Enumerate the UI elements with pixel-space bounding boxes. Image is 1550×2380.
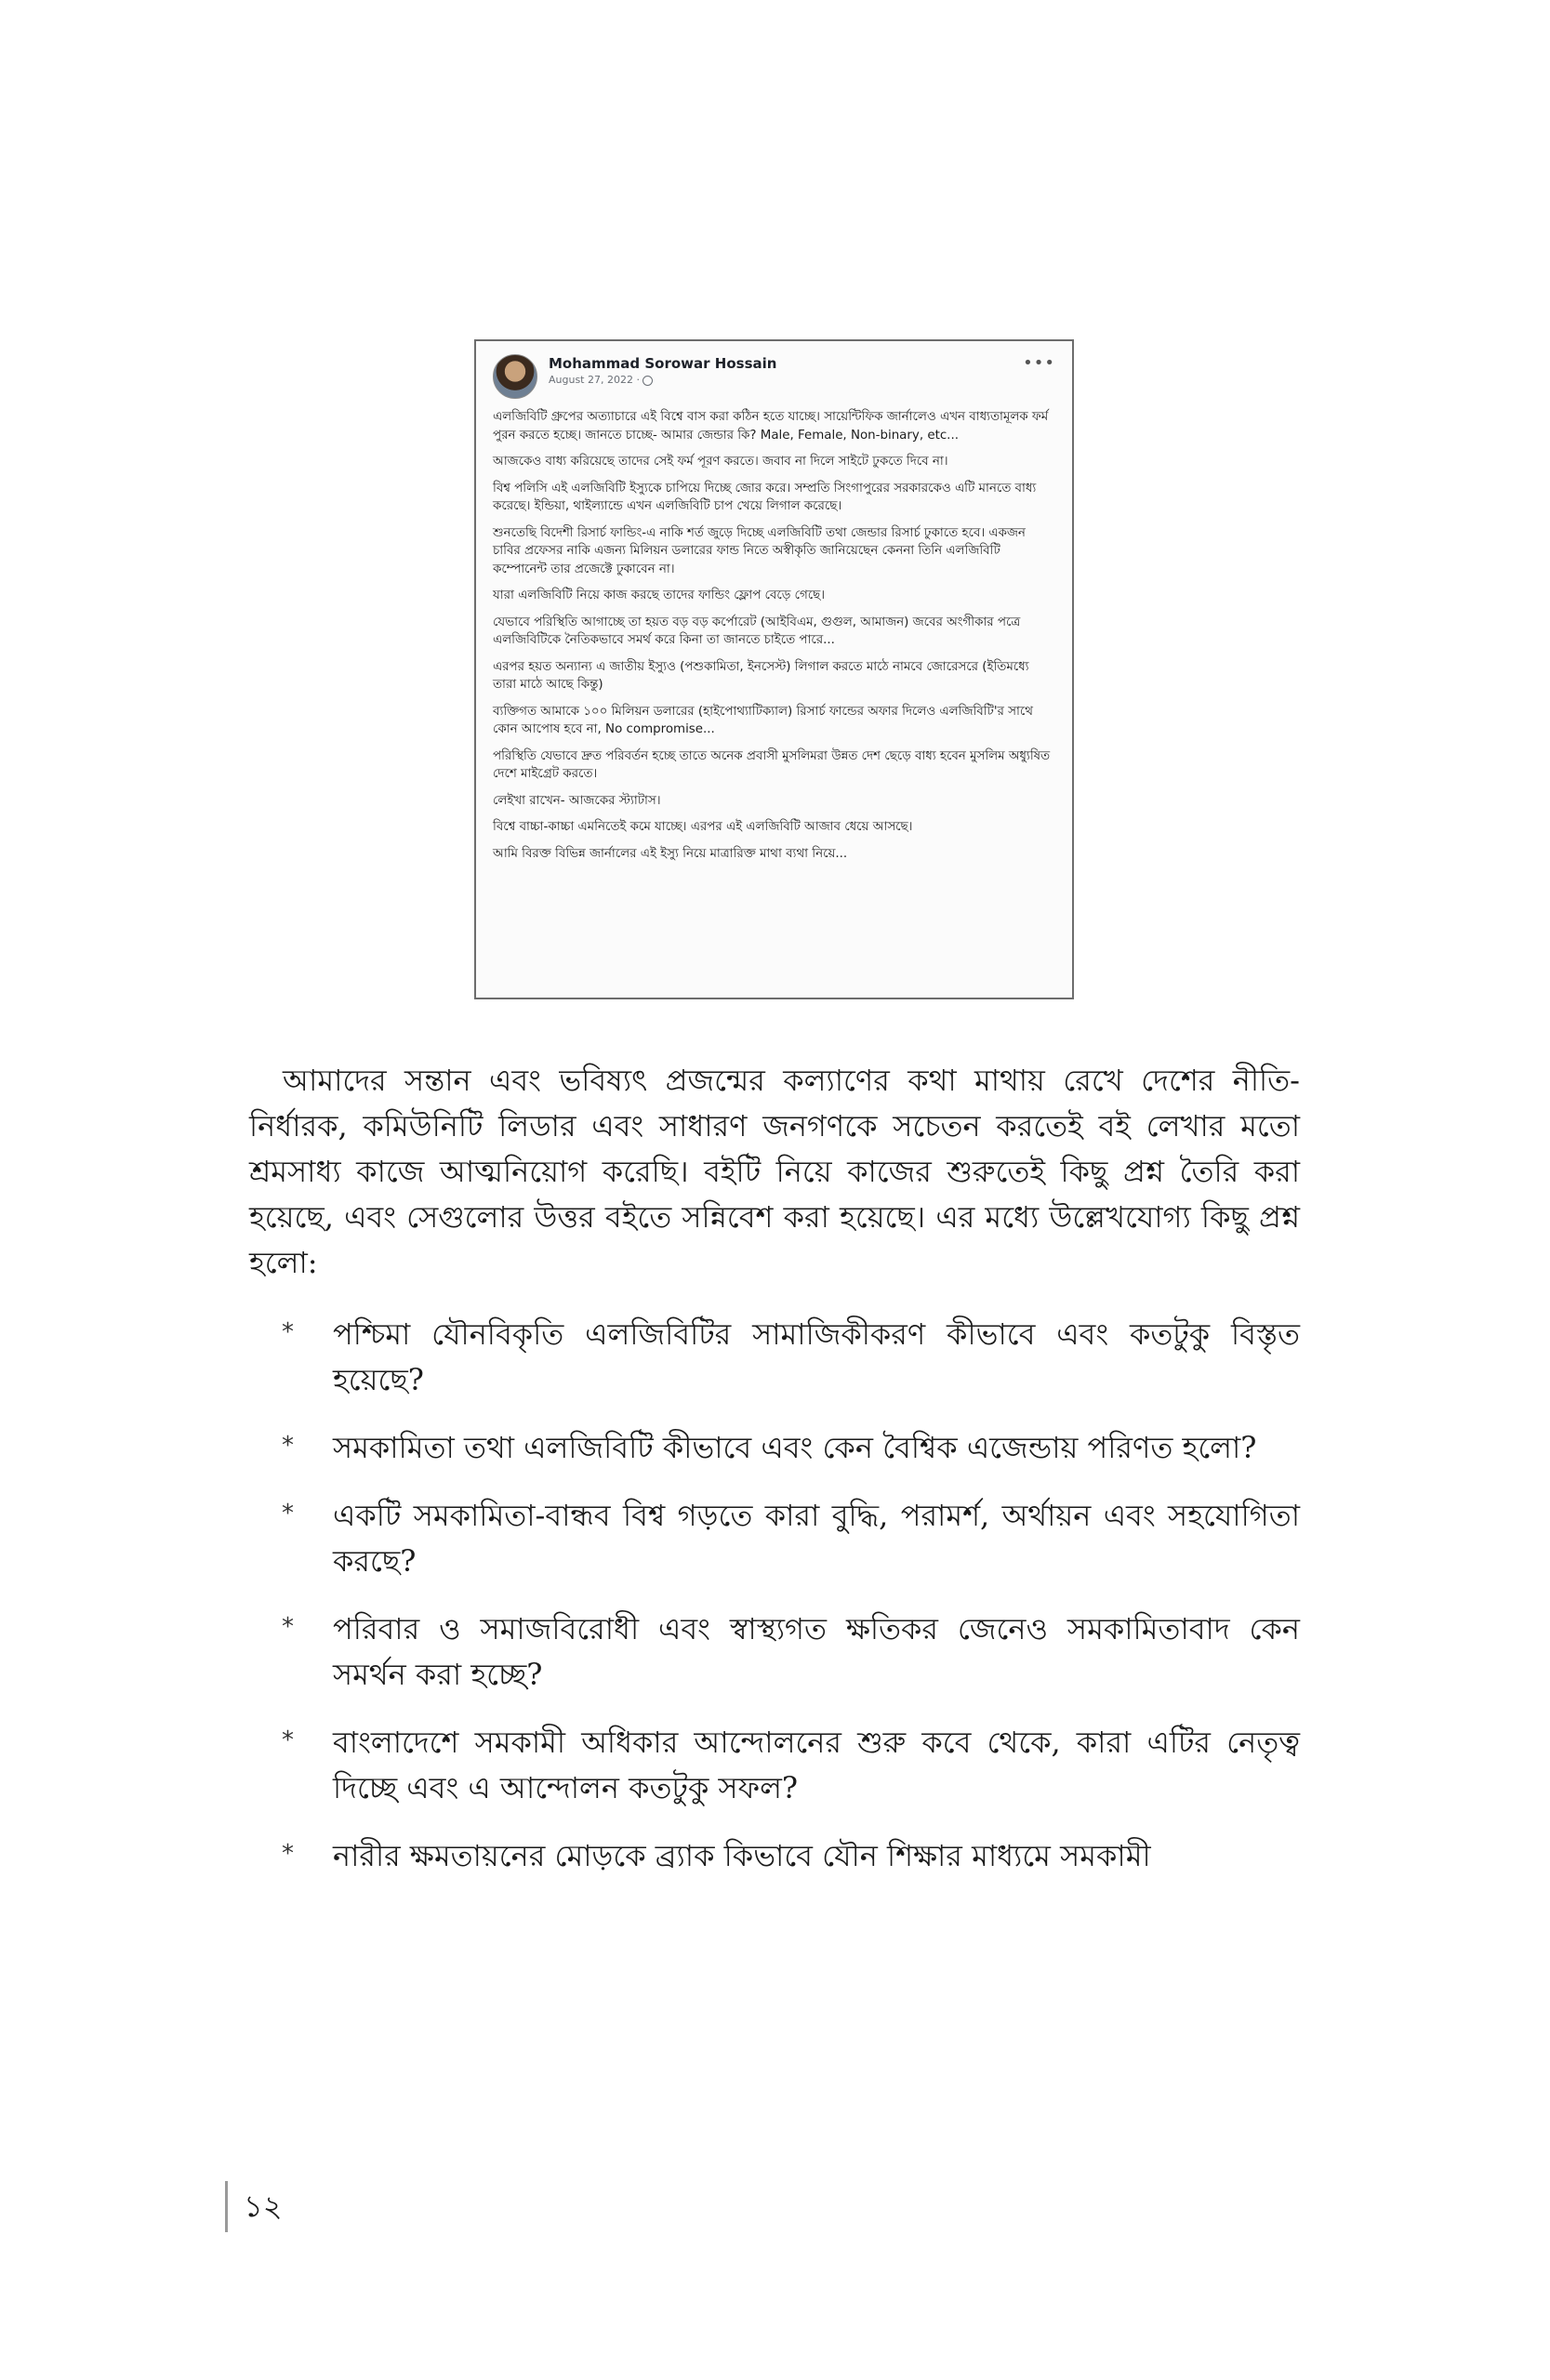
bullet-asterisk: * [282,1500,294,1527]
post-paragraph: আজকেও বাধ্য করিয়েছে তাদের সেই ফর্ম পূরণ করতে। জবাব না দিলে সাইটে ঢুকতে দিবে না। [493,455,948,469]
facebook-post-screenshot [474,339,1074,999]
question-text: পশ্চিমা যৌনবিকৃতি এলজিবিটির সামাজিকীকরণ কীভাবে এবং কতটুকু বিস্তৃত হয়েছে? [333,1316,1300,1397]
more-options-icon: ••• [1023,353,1055,373]
page-content [249,1058,1300,1901]
question-text: পরিবার ও সমাজবিরোধী এবং স্বাস্থ্যগত ক্ষতিকর জেনেও সমকামিতাবাদ কেন সমর্থন করা হচ্ছে? [333,1611,1300,1692]
bullet-asterisk: * [282,1840,294,1868]
post-date: August 27, 2022 · [549,374,640,386]
bullet-asterisk: * [282,1726,294,1754]
page-number: ১২ [244,2188,283,2224]
post-paragraph: লেইখা রাখেন- আজকের স্ট্যাটাস। [493,793,661,808]
post-paragraph: এলজিবিটি গ্রুপের অত্যাচারে এই বিশ্বে বাস করা কঠিন হতে যাচ্ছে। সায়েন্টিফিক জার্নালেও এখন বাধ্যতামূলক ফর্ম পুরন করতে হচ্ছে। জানতে চাচ্ছে- আমার জেন্ডার কি? Male, Female, Non-binary, etc... [493,410,1049,443]
post-paragraph: বিশ্বে বাচ্চা-কাচ্চা এমনিতেই কমে যাচ্ছে। এরপর এই এলজিবিটি আজাব ধেয়ে আসছে। [493,820,913,834]
list-item [249,1493,1300,1584]
bullet-asterisk: * [282,1432,294,1460]
question-list [249,1312,1300,1879]
post-paragraph: বিশ্ব পলিসি এই এলজিবিটি ইস্যুকে চাপিয়ে দিচ্ছে জোর করে। সম্প্রতি সিংগাপুরের সরকারকেও এটি মানতে বাধ্য করেছে। ইন্ডিয়া, থাইল্যান্ডে এখন এলজিবিটি চাপ খেয়ে লিগাল করেছে। [493,481,1037,513]
post-body [493,408,1055,863]
intro-paragraph: আমাদের সন্তান এবং ভবিষ্যৎ প্রজন্মের কল্যাণের কথা মাথায় রেখে দেশের নীতি-নির্ধারক, কমিউনিটি লিডার এবং সাধারণ জনগণকে সচেতন করতেই বই লেখার মতো শ্রমসাধ্য কাজে আত্মনিয়োগ করেছি। বইটি নিয়ে কাজের শুরুতেই কিছু প্রশ্ন তৈরি করা হয়েছে, এবং সেগুলোর উত্তর বইতে সন্নিবেশ করা হয়েছে। এর মধ্যে উল্লেখযোগ্য কিছু প্রশ্ন হলো: [249,1063,1300,1280]
list-item [249,1425,1300,1471]
bullet-asterisk: * [282,1613,294,1641]
question-text: বাংলাদেশে সমকামী অধিকার আন্দোলনের শুরু কবে থেকে, কারা এটির নেতৃত্ব দিচ্ছে এবং এ আন্দোলন কতটুকু সফল? [333,1725,1300,1805]
list-item [249,1720,1300,1811]
list-item [249,1312,1300,1403]
bullet-asterisk: * [282,1318,294,1346]
avatar [493,354,537,399]
list-item [249,1606,1300,1698]
post-paragraph: শুনতেছি বিদেশী রিসার্চ ফান্ডিং-এ নাকি শর্ত জুড়ে দিচ্ছে এলজিবিটি তথা জেন্ডার রিসার্চ ঢুকাতে হবে। একজন চাবির প্রফেসর নাকি এজন্য মিলিয়ন ডলারের ফান্ড নিতে অস্বীকৃতি জানিয়েছেন কেননা তিনি এলজিবিটি কম্পোনেন্ট তার প্রজেক্টে ঢুকাবেন না। [493,525,1026,576]
post-paragraph: যেভাবে পরিস্থিতি আগাচ্ছে তা হয়ত বড় বড় কর্পোরেট (আইবিএম, গুগুল, আমাজন) জবের অংগীকার পত্রে এলজিবিটিকে নৈতিকভাবে সমর্থ করে কিনা তা জানতে চাইতে পারে... [493,615,1021,647]
post-paragraph: এরপর হয়ত অন্যান্য এ জাতীয় ইস্যুও (পশুকামিতা, ইনসেস্ট) লিগাল করতে মাঠে নামবে জোরেসরে (ইতিমধ্যে তারা মাঠে আছে কিন্তু) [493,659,1029,692]
page-number-rule [225,2181,228,2232]
list-item [249,1833,1300,1879]
post-paragraph: আমি বিরক্ত বিভিন্ন জার্নালের এই ইস্যু নিয়ে মাত্রারিক্ত মাথা ব্যথা নিয়ে... [493,846,848,861]
post-paragraph: ব্যক্তিগত আমাকে ১০০ মিলিয়ন ডলারের (হাইপোথ্যাটিক্যাল) রিসার্চ ফান্ডের অফার দিলেও এলজিবিটি'র সাথে কোন আপোষ হবে না, No compromise... [493,704,1033,736]
globe-icon [643,376,653,386]
post-author: Mohammad Sorowar Hossain [549,355,777,372]
post-header [493,354,1055,408]
question-text: সমকামিতা তথা এলজিবিটি কীভাবে এবং কেন বৈশ্বিক এজেন্ডায় পরিণত হলো? [333,1430,1257,1465]
question-text: একটি সমকামিতা-বান্ধব বিশ্ব গড়তে কারা বুদ্ধি, পরামর্শ, অর্থায়ন এবং সহযোগিতা করছে? [333,1498,1300,1579]
post-paragraph: পরিস্থিতি যেভাবে দ্রুত পরিবর্তন হচ্ছে তাতে অনেক প্রবাসী মুসলিমরা উন্নত দেশ ছেড়ে বাধ্য হবেন মুসলিম অধ্যুষিত দেশে মাইগ্রেট করতে। [493,748,1051,781]
post-paragraph: যারা এলজিবিটি নিয়ে কাজ করছে তাদের ফান্ডিং ফ্লোপ বেড়ে গেছে। [493,588,826,602]
question-text: নারীর ক্ষমতায়নের মোড়কে ব্র্যাক কিভাবে যৌন শিক্ষার মাধ্যমে সমকামী [333,1838,1151,1873]
